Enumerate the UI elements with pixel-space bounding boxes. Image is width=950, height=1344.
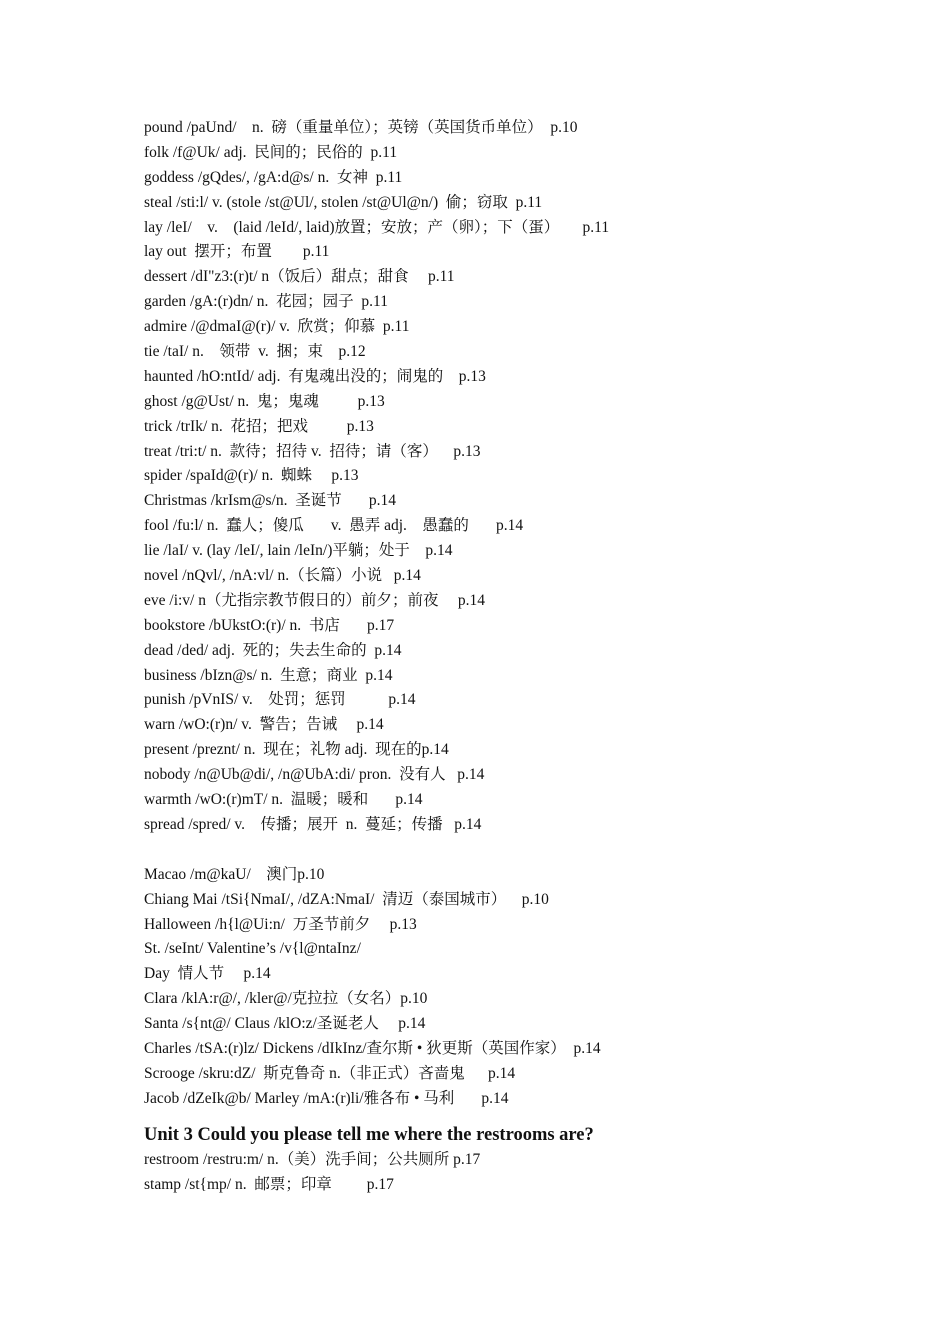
vocab-entry: tie /taI/ n. 领带 v. 捆；束 p.12 <box>144 343 366 361</box>
vocab-entry: nobody /n@Ub@di/, /n@UbA:di/ pron. 没有人 p.14 <box>144 766 485 784</box>
vocab-entry: steal /sti:l/ v. (stole /st@Ul/, stolen /st@Ul@n/) 偷；窃取 p.11 <box>144 193 543 211</box>
proper-noun-entry: Charles /tSA:(r)lz/ Dickens /dIkInz/查尔斯 • 狄更斯（英国作家） p.14 <box>144 1039 601 1057</box>
vocab-entry: warmth /wO:(r)mT/ n. 温暖；暖和 p.14 <box>144 791 423 809</box>
proper-noun-entry: Santa /s{nt@/ Claus /klO:z/圣诞老人 p.14 <box>144 1015 426 1033</box>
section-spacer <box>144 838 924 863</box>
vocab-entry: haunted /hO:ntId/ adj. 有鬼魂出没的；闹鬼的 p.13 <box>144 367 486 385</box>
unit-heading: Unit 3 Could you please tell me where the restrooms are? <box>144 1124 594 1145</box>
vocab-entry: punish /pVnIS/ v. 处罚；惩罚 p.14 <box>144 691 416 709</box>
vocabulary-list-unit2 <box>144 116 924 838</box>
proper-noun-entry: Macao /m@kaU/ 澳门p.10 <box>144 865 325 883</box>
vocab-entry: fool /fu:l/ n. 蠢人；傻瓜 v. 愚弄 adj. 愚蠢的 p.14 <box>144 517 524 535</box>
proper-noun-entry: Halloween /h{l@Ui:n/ 万圣节前夕 p.13 <box>144 915 417 933</box>
vocab-entry: lay out 摆开；布置 p.11 <box>144 243 330 261</box>
vocab-entry: spread /spred/ v. 传播；展开 n. 蔓延；传播 p.14 <box>144 815 482 833</box>
vocab-entry: Christmas /krIsm@s/n. 圣诞节 p.14 <box>144 492 396 510</box>
vocab-entry: dessert /dI"z3:(r)t/ n（饭后）甜点；甜食 p.11 <box>144 268 455 286</box>
vocab-entry: ghost /g@Ust/ n. 鬼；鬼魂 p.13 <box>144 392 385 410</box>
vocab-entry: lay /leI/ v. (laid /leId/, laid)放置；安放；产（卵）；下（蛋） p.11 <box>144 218 610 236</box>
vocab-entry: lie /laI/ v. (lay /leI/, lain /leIn/)平躺；处于 p.14 <box>144 542 453 560</box>
vocab-entry: business /bIzn@s/ n. 生意；商业 p.14 <box>144 666 393 684</box>
proper-noun-entry: Scrooge /skru:dZ/ 斯克鲁奇 n.（非正式）吝啬鬼 p.14 <box>144 1064 516 1082</box>
proper-noun-entry: Day 情人节 p.14 <box>144 965 271 983</box>
vocab-entry: folk /f@Uk/ adj. 民间的；民俗的 p.11 <box>144 143 398 161</box>
vocab-entry: eve /i:v/ n（尤指宗教节假日的）前夕；前夜 p.14 <box>144 591 485 609</box>
vocab-entry: pound /paUnd/ n. 磅（重量单位）；英镑（英国货币单位） p.10 <box>144 119 578 136</box>
vocab-entry: warn /wO:(r)n/ v. 警告；告诫 p.14 <box>144 716 384 734</box>
proper-noun-entry: Chiang Mai /tSi{NmaI/, /dZA:NmaI/ 清迈（泰国城市） p.10 <box>144 890 549 908</box>
vocab-entry: bookstore /bUkstO:(r)/ n. 书店 p.17 <box>144 616 395 634</box>
vocab-entry: stamp /st{mp/ n. 邮票；印章 p.17 <box>144 1175 394 1193</box>
vocab-entry: spider /spaId@(r)/ n. 蜘蛛 p.13 <box>144 467 359 485</box>
vocab-entry: present /preznt/ n. 现在；礼物 adj. 现在的p.14 <box>144 741 449 759</box>
vocab-entry: goddess /gQdes/, /gA:d@s/ n. 女神 p.11 <box>144 168 403 186</box>
proper-noun-entry: St. /seInt/ Valentine’s /v{l@ntaInz/ <box>144 940 361 958</box>
vocab-entry: treat /tri:t/ n. 款待；招待 v. 招待；请（客） p.13 <box>144 442 481 460</box>
vocab-entry: garden /gA:(r)dn/ n. 花园；园子 p.11 <box>144 293 388 311</box>
vocabulary-list-unit3 <box>144 1148 924 1198</box>
vocab-entry: admire /@dmaI@(r)/ v. 欣赏；仰慕 p.11 <box>144 318 410 336</box>
vocab-entry: restroom /restru:m/ n.（美）洗手间；公共厕所 p.17 <box>144 1150 481 1168</box>
vocab-entry: dead /ded/ adj. 死的；失去生命的 p.14 <box>144 641 402 659</box>
proper-nouns-list <box>144 863 924 1112</box>
vocab-entry: novel /nQvl/, /nA:vl/ n.（长篇）小说 p.14 <box>144 567 421 585</box>
proper-noun-entry: Jacob /dZeIk@b/ Marley /mA:(r)li/雅各布 • 马利 p.14 <box>144 1089 509 1107</box>
document-page <box>144 116 924 1197</box>
proper-noun-entry: Clara /klA:r@/, /kler@/克拉拉（女名）p.10 <box>144 990 428 1008</box>
vocab-entry: trick /trIk/ n. 花招；把戏 p.13 <box>144 417 374 435</box>
